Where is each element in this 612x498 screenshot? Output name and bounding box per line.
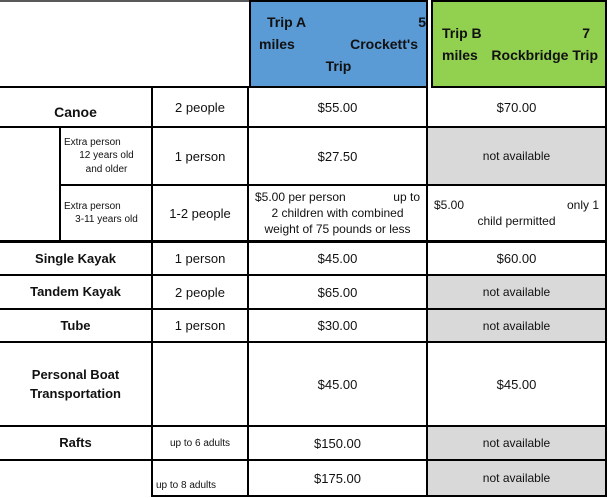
canoe-price-trip-a: $55.00: [249, 88, 428, 128]
extra-child-capacity: 1-2 people: [153, 186, 249, 243]
extra-adult-line1: Extra person: [64, 136, 121, 148]
trip-a-name: Trip A: [267, 14, 307, 30]
trip-b-miles-word: miles: [442, 47, 478, 63]
tandem-kayak-capacity: 2 people: [153, 276, 249, 310]
row-label-tandem-kayak: Tandem Kayak: [0, 276, 153, 310]
row-label-tube: Tube: [0, 310, 153, 343]
single-kayak-price-trip-b: $60.00: [428, 243, 607, 276]
trip-a-trip-name: Crockett's: [350, 36, 418, 52]
row-label-rafts: Rafts: [0, 427, 153, 461]
header-trip-a-line2: [259, 36, 418, 52]
rafts-8-label-spacer: [0, 461, 153, 497]
trip-a-miles-word: miles: [259, 36, 295, 52]
canoe-price-trip-b: $70.00: [428, 88, 607, 128]
extra-child-line2: 3-11 years old: [75, 214, 138, 225]
extra-adult-line3: and older: [85, 163, 128, 175]
extra-child-trip-a-line1: [255, 189, 420, 205]
header-trip-a-line1: [251, 14, 426, 30]
tandem-kayak-trip-b-not-available: not available: [428, 276, 607, 310]
tube-trip-b-not-available: not available: [428, 310, 607, 343]
extra-adult-line2: 12 years old: [79, 150, 134, 162]
rafts-8-trip-b-not-available: not available: [428, 461, 607, 497]
trip-b-trip-name: Rockbridge Trip: [491, 47, 598, 63]
header-trip-b-line2: [440, 47, 598, 63]
row-label-personal-boat: [0, 343, 153, 427]
trip-b-name: Trip B: [442, 25, 482, 41]
extra-child-trip-b-price: $5.00: [434, 197, 465, 212]
extra-adult-capacity: 1 person: [153, 128, 249, 186]
personal-boat-price-trip-b: $45.00: [428, 343, 607, 427]
extra-child-trip-a-price: $5.00 per person: [255, 189, 346, 204]
canoe-capacity: 2 people: [153, 88, 249, 128]
personal-boat-line1: Personal Boat: [31, 366, 120, 382]
row-label-canoe: Canoe: [0, 88, 153, 128]
rafts-6-capacity: up to 6 adults: [153, 427, 249, 461]
extra-child-trip-b-line2: child permitted: [477, 214, 556, 228]
extra-child-trip-a-line2: 2 children with combined: [271, 205, 404, 220]
extra-adult-price-trip-a: $27.50: [249, 128, 428, 186]
personal-boat-capacity: [153, 343, 249, 427]
tube-capacity: 1 person: [153, 310, 249, 343]
row-label-extra-person-child: [61, 186, 153, 243]
row-label-single-kayak: Single Kayak: [0, 243, 153, 276]
rafts-8-capacity: up to 8 adults: [153, 461, 249, 497]
single-kayak-capacity: 1 person: [153, 243, 249, 276]
rafts-6-price-trip-a: $150.00: [249, 427, 428, 461]
tube-price-trip-a: $30.00: [249, 310, 428, 343]
header-trip-a-line3: Trip: [325, 58, 352, 74]
trip-b-miles-number: 7: [582, 25, 590, 41]
extra-child-price-trip-a: [249, 186, 428, 243]
rafts-6-trip-b-not-available: not available: [428, 427, 607, 461]
header-trip-a-cell: [249, 0, 428, 88]
row-label-extra-person-adult: [61, 128, 153, 186]
rafts-8-price-trip-a: $175.00: [249, 461, 428, 497]
extra-child-trip-a-line3: weight of 75 pounds or less: [264, 222, 411, 237]
extra-person-spacer-cell: [0, 128, 61, 243]
personal-boat-line2: Transportation: [29, 386, 121, 401]
tandem-kayak-price-trip-a: $65.00: [249, 276, 428, 310]
extra-adult-trip-b-not-available: not available: [428, 128, 607, 186]
header-corner-cell: [0, 0, 249, 88]
header-trip-b-line1: [440, 25, 598, 41]
extra-child-trip-b-line1: [434, 197, 599, 213]
single-kayak-price-trip-a: $45.00: [249, 243, 428, 276]
header-trip-b-cell: [431, 0, 607, 88]
extra-child-price-trip-b: [428, 186, 607, 243]
extra-child-trip-a-upto: up to: [393, 189, 420, 204]
extra-child-line1: Extra person: [64, 200, 121, 212]
trip-a-miles-number: 5: [418, 14, 426, 30]
personal-boat-price-trip-a: $45.00: [249, 343, 428, 427]
extra-child-trip-b-only1: only 1: [566, 197, 599, 212]
